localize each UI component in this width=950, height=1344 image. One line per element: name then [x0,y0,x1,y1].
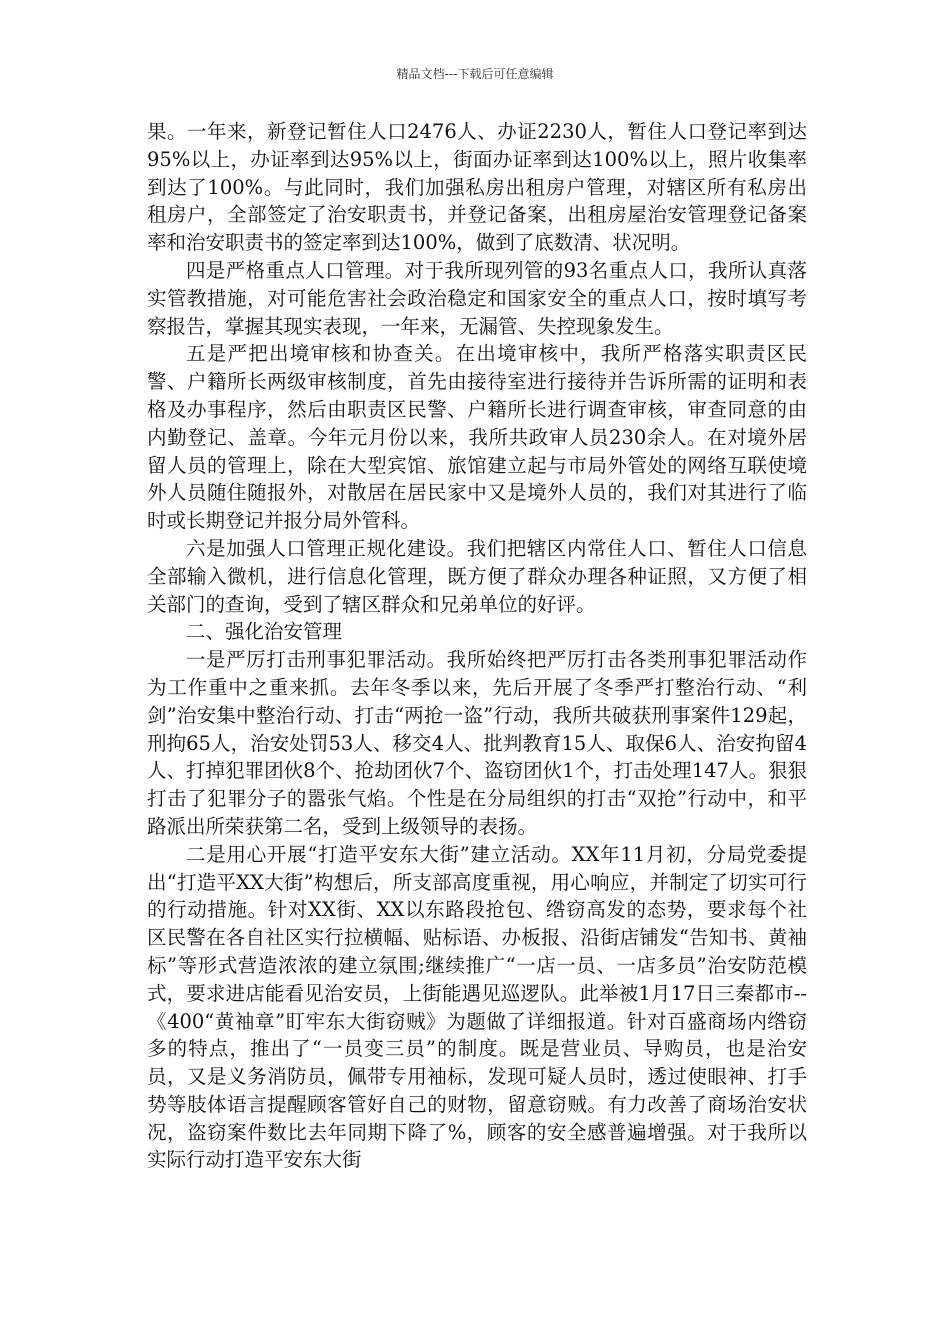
paragraph-key-population: 四是严格重点人口管理。对于我所现列管的93名重点人口，我所认真落实管教措施，对可能危害社会政治稳定和国家安全的重点人口，按时填写考察报告，掌握其现实表现，一年来，无漏管、失控现象发生。 [147,258,807,338]
paragraph-crime-crackdown: 一是严厉打击刑事犯罪活动。我所始终把严厉打击各类刑事犯罪活动作为工作重中之重来抓。去年冬季以来，先后开展了冬季严打整治行动、“利剑”治安集中整治行动、打击“两抢一盗”行动，我所共破获刑事案件129起，刑拘65人，治安处罚53人、移交4人、批判教育15人、取保6人、治安拘留4人、打掉犯罪团伙8个、抢劫团伙7个、盗窃团伙1个，打击处理147人。狠狠打击了犯罪分子的嚣张气焰。个性是在分局组织的打击“双抢”行动中，和平路派出所荣获第二名，受到上级领导的表扬。 [147,648,807,838]
paragraph-continued-results: 果。一年来，新登记暂住人口2476人、办证2230人，暂住人口登记率到达95%以上，办证率到达95%以上，街面办证率到达100%以上，照片收集率到达了100%。与此同时，我们加强私房出租房户管理，对辖区所有私房出租房户，全部签定了治安职责书，并登记备案，出租房屋治安管理登记备案率和治安职责书的签定率到达100%，做到了底数清、状况明。 [147,120,807,255]
paragraph-exit-review: 五是严把出境审核和协查关。在出境审核中，我所严格落实职责区民警、户籍所长两级审核制度，首先由接待室进行接待并告诉所需的证明和表格及办事程序，然后由职责区民警、户籍所长进行调查审核，审查同意的由内勤登记、盖章。今年元月份以来，我所共政审人员230余人。在对境外居留人员的管理上，除在大型宾馆、旅馆建立起与市局外管处的网络互联使境外人员随住随报外，对散居在居民家中又是境外人员的，我们对其进行了临时或长期登记并报分局外管科。 [147,342,807,533]
document-body [147,118,807,1174]
section-heading-public-security: 二、强化治安管理 [186,620,343,644]
page-header: 精品文档---下载后可任意编辑 [396,67,554,81]
paragraph-safe-east-street: 二是用心开展“打造平安东大街”建立活动。XX年11月初，分局党委提出“打造平XX大街”构想后，所支部高度重视，用心响应，并制定了切实可行的行动措施。针对XX街、XX以东路段抢包、绺窃高发的态势，要求每个社区民警在各自社区实行拉横幅、贴标语、办板报、沿街店铺发“告知书、黄袖标”等形式营造浓浓的建立氛围;继续推广“一店一员、一店多员”治安防范模式，要求进店能看见治安员，上街能遇见巡逻队。此举被1月17日三秦都市--《400“黄袖章”盯牢东大街窃贼》为题做了详细报道。针对百盛商场内绺窃多的特点，推出了“一员变三员”的制度。既是营业员、导购员，也是治安员，又是义务消防员，佩带专用袖标，发现可疑人员时，透过使眼神、打手势等肢体语言提醒顾客管好自己的财物，留意窃贼。有力改善了商场治安状况，盗窃案件数比去年同期下降了%，顾客的安全感普遍增强。对于我所以实际行动打造平安东大街 [147,842,807,1172]
paragraph-population-management: 六是加强人口管理正规化建设。我们把辖区内常住人口、暂住人口信息全部输入微机，进行信息化管理，既方便了群众办理各种证照，又方便了相关部门的查询，受到了辖区群众和兄弟单位的好评。 [147,536,807,616]
